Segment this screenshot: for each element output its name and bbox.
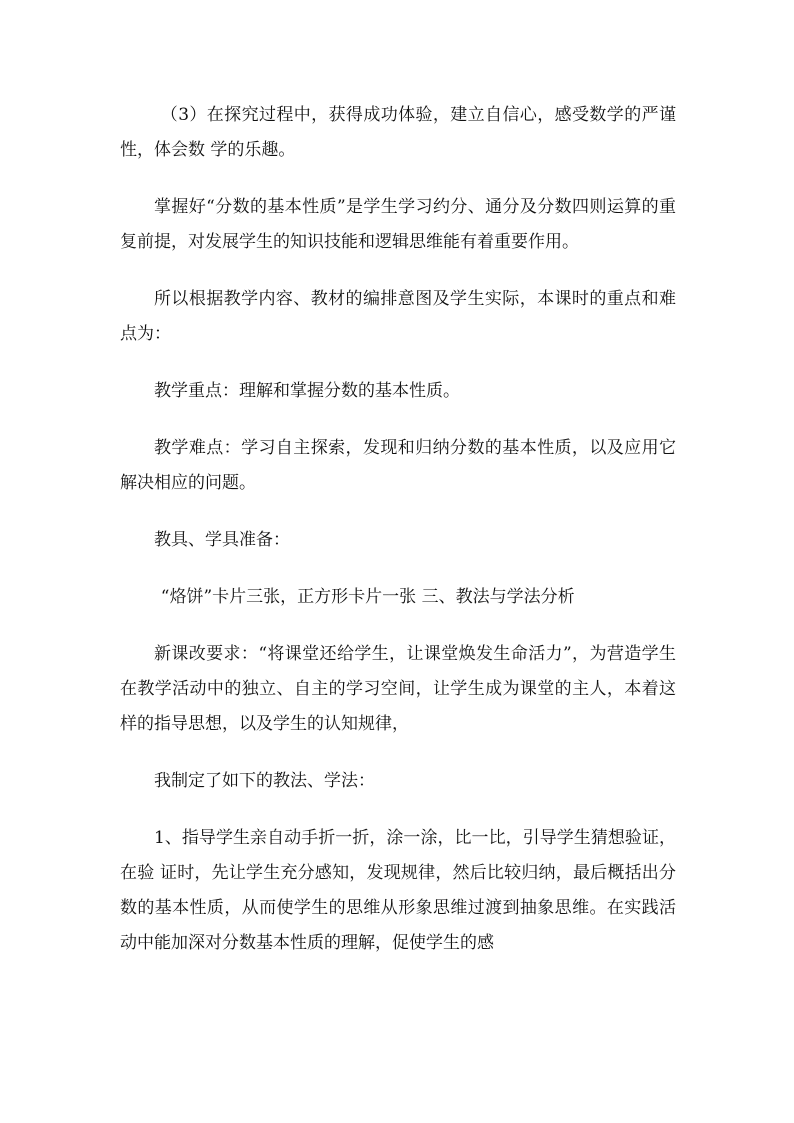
paragraph-method-1: 1、指导学生亲自动手折一折，涂一涂，比一比，引导学生猜想验证，在验 证时，先让学生充分感知，发现规律，然后比较归纳，最后概括出分数的基本性质，从而使学生的思维从形象思维过渡到抽象思维。在实践活动中能加深对分数基本性质的理解，促使学生的感 bbox=[120, 828, 676, 953]
paragraph-key-points-intro: 所以根据教学内容、教材的编排意图及学生实际，本课时的重点和难点为： bbox=[120, 289, 676, 344]
paragraph-teaching-focus: 教学重点：理解和掌握分数的基本性质。 bbox=[154, 381, 460, 401]
paragraph-materials-heading: 教具、学具准备： bbox=[154, 530, 290, 550]
paragraph-teaching-difficulty: 教学难点：学习自主探索，发现和归纳分数的基本性质，以及应用它解决相应的问题。 bbox=[120, 438, 676, 493]
paragraph-objective-3: （3）在探究过程中，获得成功体验，建立自信心，感受数学的严谨性，体会数 学的乐趣。 bbox=[120, 105, 676, 160]
paragraph-importance: 掌握好“分数的基本性质”是学生学习约分、通分及分数四则运算的重复前提，对发展学生的知识技能和逻辑思维能有着重要作用。 bbox=[120, 197, 676, 252]
paragraph-methods-intro: 我制定了如下的教法、学法： bbox=[154, 771, 375, 791]
paragraph-materials-list: “烙饼”卡片三张，正方形卡片一张 三、教法与学法分析 bbox=[160, 587, 575, 607]
paragraph-curriculum-reform: 新课改要求：“将课堂还给学生，让课堂焕发生命活力”，为营造学生在教学活动中的独立、自主的学习空间，让学生成为课堂的主人，本着这样的指导思想，以及学生的认知规律， bbox=[120, 644, 676, 734]
document-body bbox=[120, 98, 676, 983]
